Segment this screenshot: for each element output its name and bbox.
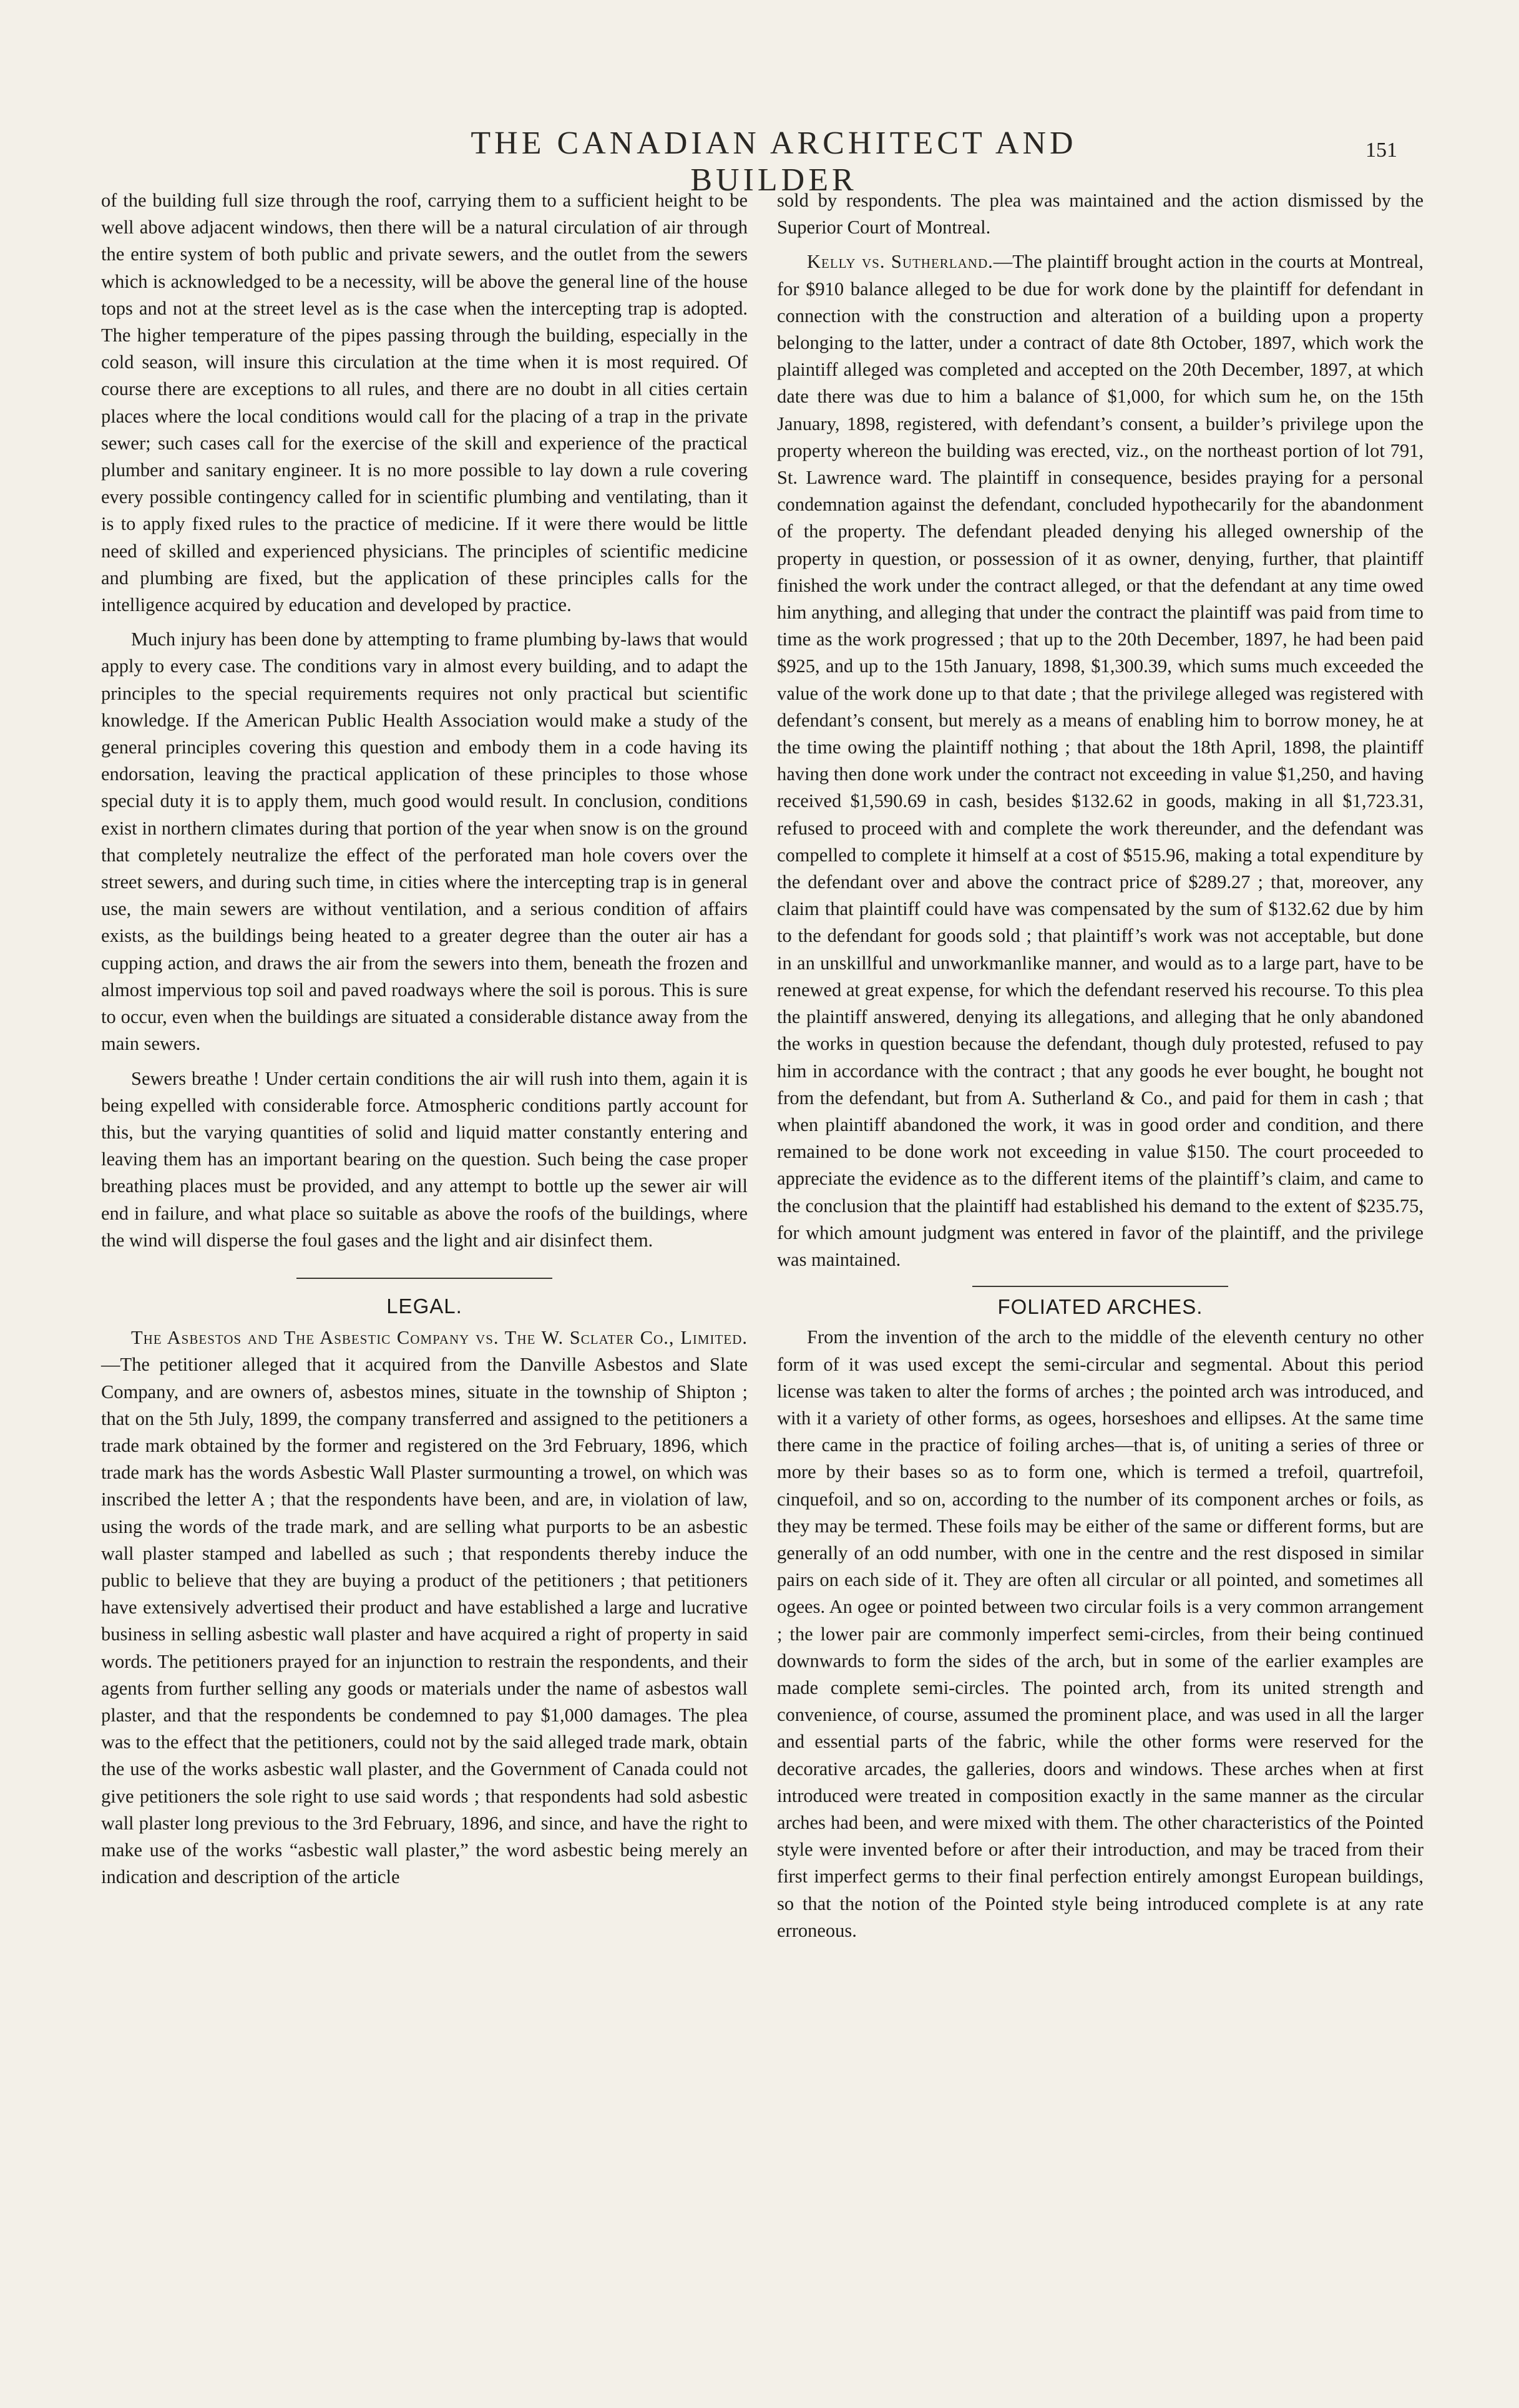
journal-title: THE CANADIAN ARCHITECT AND BUILDER <box>471 125 1077 198</box>
case-text: —The petitioner alleged that it acquired from the Danville Asbestos and Slate Company, and are owners of, asbestos mines, situate in the township of Shipton ; that on the 5th July, 1899, the company transferred and assigned to the petitioners a trade mark obtained by the former and registered on the 3rd February, 1896, which trade mark has the words Asbestic Wall Plaster surmounting a trowel, on which was inscribed the letter A ; that the respondents have been, and are, in violation of law, using the words of the trade mark, and are selling what purports to be an asbestic wall plaster stamped and labelled as such ; that respondents thereby induce the public to believe that they are buying a product of the petitioners ; that petitioners have extensively advertised their product and have established a large and lucrative business in selling asbestic wall plaster and have acquired a right of property in said words. The petitioners prayed for an injunction to restrain the respondents, and their agents from further selling any goods or materials under the name of asbestos wall plaster, and that the respondents be condemned to pay $1,000 damages. The plea was to the effect that the petitioners, could not by the said alleged trade mark, obtain the use of the works asbestic wall plaster, and the Government of Canada could not give petitioners the sole right to use said words ; that respondents had sold asbestic wall plaster long previous to the 3rd February, 1896, and since, and have the right to make use of the works “asbestic wall plaster,” the word asbestic being merely an indication and description of the article <box>101 1354 748 1888</box>
section-divider <box>972 1286 1228 1287</box>
paragraph: From the invention of the arch to the middle of the eleventh century no other form of it was used except the semi-circular and segmental. About this period license was taken to alter the forms of arches ; the pointed arch was introduced, and with it a variety of other forms, as ogees, horseshoes and ellipses. At the same time there came in the practice of foiling arches—that is, of uniting a series of three or more by their bases so as to form one, which is termed a trefoil, quartrefoil, cinquefoil, and so on, according to the number of its component arches or foils, as they may be termed. These foils may be either of the same or different forms, but are generally of an odd number, with one in the centre and the rest disposed in similar pairs on each side of it. They are often all circular or all pointed, and sometimes all ogees. An ogee or pointed between two circular foils is a very common arrangement ; the lower pair are commonly imperfect semi-circles, from their being continued downwards to form the sides of the arch, but in some of the earlier examples are made complete semi-circles. The pointed arch, from its united strength and convenience, of course, assumed the prominent place, and was used in all the larger and essential parts of the fabric, while the other forms were reserved for the decorative arcades, the galleries, doors and windows. These arches when at first introduced were treated in composition exactly in the same manner as the circular arches had been, and were mixed with them. The other characteristics of the Pointed style were invented before or after their introduction, and may be traced from their first imperfect germs to their final perfection entirely amongst European buildings, so that the notion of the Pointed style being introduced complete is at any rate erroneous. <box>777 1326 1424 1941</box>
paragraph: of the building full size through the roof, carrying them to a sufficient height to be well above adjacent windows, then there will be a natural circulation of air through the entire system of both public and private sewers, and the outlet from the sewers which is acknowledged to be a necessity, will be above the general line of the house tops and not at the street level as is the case when the intercepting trap is adopted. The higher temperature of the pipes passing through the building, especially in the cold season, will insure this circulation at the time when it is most required. Of course there are exceptions to all rules, and there are no doubt in all cities certain places where the local conditions would call for the placing of a trap in the private sewer; such cases call for the exercise of the skill and experience of the practical plumber and sanitary engineer. It is no more possible to lay down a rule covering every possible contingency called for in scientific plumbing and ventilating, than it is to apply fixed rules to the practice of medicine. If it were there would be little need of skilled and experienced physicians. The principles of scientific medicine and plumbing are fixed, but the application of these principles calls for the intelligence acquired by education and developed by practice. <box>101 190 748 616</box>
page-header <box>0 125 1519 198</box>
paragraph: sold by respondents. The plea was maintained and the action dismissed by the Superior Court of Montreal. <box>777 190 1424 238</box>
page-number: 151 <box>1365 139 1397 162</box>
right-column <box>777 187 1424 1944</box>
left-column <box>101 187 748 1891</box>
paragraph: Sewers breathe ! Under certain conditions the air will rush into them, again it is being expelled with considerable force. Atmospheric conditions partly account for this, but the varying quantities of solid and liquid matter constantly entering and leaving them has an important bearing on the question. Such being the case proper breathing places must be provided, and any attempt to bottle up the sewer air will end in failure, and what place so suitable as above the roofs of the buildings, where the wind will disperse the foul gases and the light and air disinfect them. <box>101 1067 748 1251</box>
section-heading-legal: LEGAL. <box>386 1294 462 1318</box>
section-heading-foliated-arches: FOLIATED ARCHES. <box>997 1295 1203 1319</box>
case-text: —The plaintiff brought action in the courts at Montreal, for $910 balance alleged to be due for work done by the plaintiff for defendant in connection with the construction and alteration of a building upon a property belonging to the latter, under a contract of date 8th October, 1897, which work the plaintiff alleged was completed and accepted on the 20th December, 1897, at which date there was due to him a balance of $1,000, for which sum he, on the 15th January, 1898, registered, with defendant’s consent, a builder’s privilege upon the property whereon the building was erected, viz., on the northeast portion of lot 791, St. Lawrence ward. The plaintiff in consequence, besides praying for a personal condemnation against the defendant, concluded hypothecarily for the abandonment of the property. The defendant pleaded denying his alleged ownership of the property in question, or possession of it as owner, denying, further, that plaintiff finished the work under the contract alleged, or that the defendant at any time owed him anything, and alleging that under the contract the plaintiff was paid from time to time as the work progressed ; that up to the 20th December, 1897, he had been paid $925, and up to the 15th January, 1898, $1,300.39, which sums much exceeded the value of the work done up to that date ; that the privilege alleged was registered with defendant’s consent, but merely as a means of enabling him to borrow money, he at the time owing the plaintiff nothing ; that about the 18th April, 1898, the plaintiff having then done work under the contract not exceeding in value $1,250, and having received $1,590.69 in cash, besides $132.62 in goods, making in all $1,723.31, refused to proceed with and complete the work thereunder, and the defendant was compelled to complete it himself at a cost of $515.96, making a total expenditure by the defendant over and above the contract price of $289.27 ; that, moreover, any claim that plaintiff could have was compensated by the sum of $132.62 due by him to the defendant for goods sold ; that plaintiff’s work was not acceptable, but done in an unskillful and unworkmanlike manner, and would as to a large part, have to be renewed at great expense, for which the defendant reserved his recourse. To this plea the plaintiff answered, denying its allegations, and alleging that he only abandoned the works in question because the defendant, though duly protested, refused to pay him in accordance with the contract ; that any goods he ever bought, he bought not from the defendant, but from A. Sutherland & Co., and paid for them in cash ; that when plaintiff abandoned the work, it was in good order and condition, and there remained to be done work not exceeding in value $150. The court proceeded to appreciate the evidence as to the different items of the plaintiff’s claim, and came to the conclusion that the plaintiff had established his demand to the extent of $235.75, for which amount judgment was entered in favor of the plaintiff, and the privilege was maintained. <box>777 251 1424 1270</box>
case-title: The Asbestos and The Asbestic Company vs. The W. Sclater Co., Limited. <box>131 1327 748 1349</box>
section-divider <box>296 1278 552 1279</box>
paragraph: Much injury has been done by attempting to frame plumbing by-laws that would apply to every case. The conditions vary in almost every building, and to adapt the principles to the special requirements requires not only practical but scientific knowledge. If the American Public Health Association would make a study of the general principles covering this question and embody them in a code having its endorsation, leaving the practical application of these principles to those whose special duty it is to apply them, much good would result. In conclusion, conditions exist in northern climates during that portion of the year when snow is on the ground that completely neutralize the effect of the perforated man hole covers over the street sewers, and during such time, in cities where the intercepting trap is in general use, the main sewers are without ventilation, and a serious condition of affairs exists, as the buildings being heated to a greater degree than the outer air has a cupping action, and draws the air from the sewers into them, beneath the frozen and almost impervious top soil and paved roadways where the soil is porous. This is sure to occur, even when the buildings are situated a considerable distance away from the main sewers. <box>101 629 748 1055</box>
case-title: Kelly vs. Sutherland. <box>807 251 994 273</box>
legal-paragraph <box>777 248 1424 1273</box>
legal-paragraph <box>101 1324 748 1891</box>
